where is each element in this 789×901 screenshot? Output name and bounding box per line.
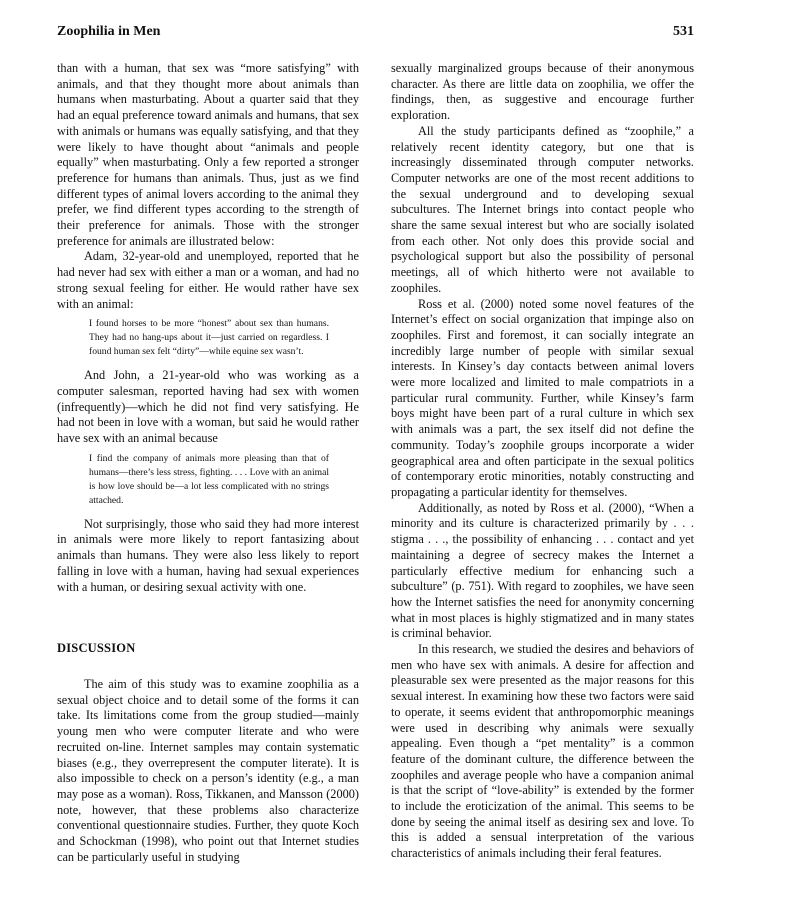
- block-quote: I found horses to be more “honest” about sex than humans. They had no hang-ups about it—just carried on regardless. I found human sex felt “dirty”—while equine sex wasn’t.: [89, 318, 329, 358]
- left-column: [57, 61, 359, 865]
- section-heading: DISCUSSION: [57, 641, 136, 656]
- paragraph: sexually marginalized groups because of their anonymous character. As there are little data on zoophilia, we offer the findings, then, as suggestive and encourage further exploration.: [391, 61, 694, 123]
- paragraph: All the study participants defined as “zoophile,” a relatively recent identity category, but one that is increasingly disseminated through computer networks. Computer networks are one of the most recent additions to the sexual underground and to developing sexual subcultures. The Internet brings into contact people who share the same sexual interest but who are socially isolated from each other. Not only does this provide social and psychological support but also the possibility of personal meetings, all of which hitherto were not available to zoophiles.: [391, 123, 694, 295]
- running-title: Zoophilia in Men: [57, 24, 161, 39]
- paragraph: Adam, 32-year-old and unemployed, reported that he had never had sex with either a man or a woman, and had no strong sexual feeling for either. He would rather have sex with an animal:: [57, 249, 359, 311]
- paragraph: And John, a 21-year-old who was working as a computer salesman, reported having had sex with women (infrequently)—which he did not find very satisfying. He had not been in love with a woman, but said he would rather have sex with an animal because: [57, 368, 359, 446]
- running-head: [57, 24, 694, 40]
- paragraph: Not surprisingly, those who said they had more interest in animals were more likely to report fantasizing about animals than humans. They were also less likely to report falling in love with a human, having had sexual experiences with a human, or desiring sexual activity with one.: [57, 516, 359, 594]
- paragraph: In this research, we studied the desires and behaviors of men who have sex with animals. A desire for affection and pleasurable sex were presented as the major reasons for this sexual interest. In examining how these two factors were said to operate, it seems evident that anthropomorphic meanings were used in describing why animals were sexually appealing. Even though a “pet mentality” is a common feature of the dominant culture, the difference between the zoophiles and average people who have a companion animal is that the script of “love-ability” is extended by the former to include the eroticization of the animal. This seems to be done by seeing the animal itself as desiring sex and love. To this is added a sensual interpretation of the various characteristics of animals including their feral features.: [391, 642, 694, 861]
- paragraph: The aim of this study was to examine zoophilia as a sexual object choice and to detail some of the forms it can take. Its limitations come from the group studied—mainly young men who were computer literate and who were recruited on-line. Internet samples may contain systematic biases (e.g., they overrepresent the computer literate). It is also impossible to check on a person’s identity (e.g., a man may pose as a woman). Ross, Tikkanen, and Mansson (2000) note, however, that these problems also characterize conventional questionnaire studies. Further, they quote Koch and Schockman (1998), who point out that Internet studies can be particularly useful in studying: [57, 676, 359, 864]
- paragraph: than with a human, that sex was “more satisfying” with animals, and that they thought more about animals than humans when masturbating. About a quarter said that they had an equal preference toward animals and humans, that sex with animals or humans was equally satisfying, and that they were likely to have thought about “animals and people equally” when masturbating. Only a few reported a stronger preference for humans than animals. Thus, just as we find different types of animal lovers according to the animal they prefer, we find different types according to the strength of their preference for animals. Those with the stronger preference for animals are illustrated below:: [57, 61, 359, 248]
- paragraph: Ross et al. (2000) noted some novel features of the Internet’s effect on social organization that impinge also on zoophiles. First and foremost, it can socially integrate an incredibly large number of people with similar sexual interests. In Kinsey’s day contacts between animal lovers were more localized and limited to male compatriots in a particular rural community. Further, while Kinsey’s farm boys might have been part of a rural culture in which sex with animals was a part, the sex itself did not define the community. Today’s zoophile groups incorporate a wider geographical area and often participate in the sexual politics of contemporary erotic minorities, notably constructing and propagating a particular identity for themselves.: [391, 296, 694, 499]
- block-quote: I find the company of animals more pleasing than that of humans—there’s less stress, fighting. . . . Love with an animal is how love should be—a lot less complicated with no strings attached.: [89, 452, 329, 506]
- right-column: [391, 61, 694, 862]
- page-number: 531: [673, 24, 694, 39]
- paragraph: Additionally, as noted by Ross et al. (2000), “When a minority and its culture is characterized primarily by . . . stigma . . ., the possibility of enhancing . . . contact and yet maintaining a degree of secrecy makes the Internet a particularly effective medium for enhancing such a subculture” (p. 751). With regard to zoophiles, we have seen how the Internet satisfies the need for anonymity concerning what in most places is highly stigmatized and in many states is criminal behavior.: [391, 500, 694, 641]
